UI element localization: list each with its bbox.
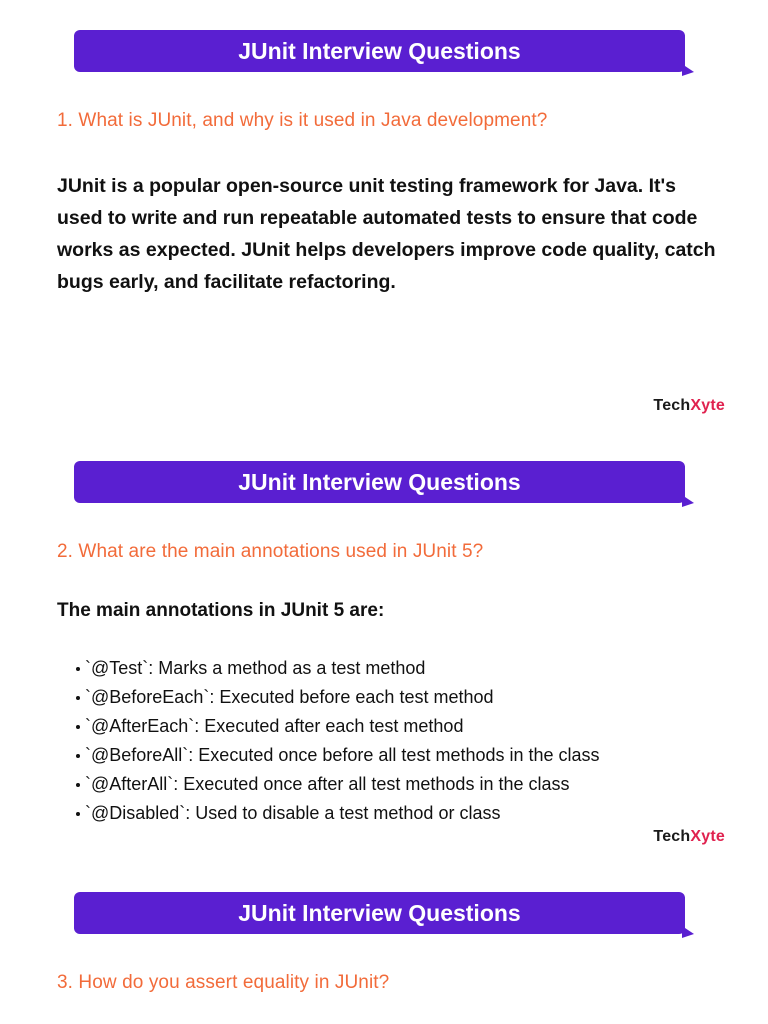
bullet-icon	[76, 667, 80, 671]
list-item-text: `@AfterAll`: Executed once after all test methods in the class	[85, 774, 570, 794]
list-item-text: `@BeforeEach`: Executed before each test method	[85, 687, 494, 707]
bullet-icon	[76, 812, 80, 816]
logo-text-xyte: Xyte	[690, 828, 725, 845]
bullet-icon	[76, 696, 80, 700]
logo-text-tech: Tech	[653, 828, 691, 845]
section-3-banner-title: JUnit Interview Questions	[238, 900, 521, 926]
list-item	[57, 770, 737, 799]
bullet-icon	[76, 783, 80, 787]
question-3: 3. How do you assert equality in JUnit?	[57, 972, 390, 993]
list-item-text: `@AfterEach`: Executed after each test method	[85, 716, 464, 736]
section-3-banner	[74, 892, 685, 934]
annotation-list	[57, 654, 737, 828]
list-item-text: `@Disabled`: Used to disable a test method or class	[85, 803, 501, 823]
techxyte-logo-1	[653, 397, 725, 415]
banner-tail-decoration	[682, 64, 694, 76]
bullet-icon	[76, 725, 80, 729]
answer-2-intro: The main annotations in JUnit 5 are:	[57, 600, 385, 621]
list-item-text: `@BeforeAll`: Executed once before all test methods in the class	[85, 745, 600, 765]
list-item	[57, 799, 737, 828]
question-2: 2. What are the main annotations used in JUnit 5?	[57, 541, 484, 562]
list-item	[57, 654, 737, 683]
section-1-banner-title: JUnit Interview Questions	[238, 38, 521, 64]
section-2-banner-title: JUnit Interview Questions	[238, 469, 521, 495]
list-item	[57, 683, 737, 712]
list-item-text: `@Test`: Marks a method as a test method	[85, 658, 426, 678]
banner-tail-decoration	[682, 926, 694, 938]
list-item	[57, 741, 737, 770]
section-2-banner	[74, 461, 685, 503]
question-1: 1. What is JUnit, and why is it used in Java development?	[57, 110, 548, 131]
logo-text-tech: Tech	[653, 397, 691, 414]
list-item	[57, 712, 737, 741]
techxyte-logo-2	[653, 828, 725, 846]
answer-1: JUnit is a popular open-source unit testing framework for Java. It's used to write and run repeatable automated tests to ensure that code works as expected. JUnit helps developers improve code quality, catch bugs early, and facilitate refactoring.	[57, 175, 716, 293]
bullet-icon	[76, 754, 80, 758]
section-1-banner	[74, 30, 685, 72]
logo-text-xyte: Xyte	[690, 397, 725, 414]
banner-tail-decoration	[682, 495, 694, 507]
